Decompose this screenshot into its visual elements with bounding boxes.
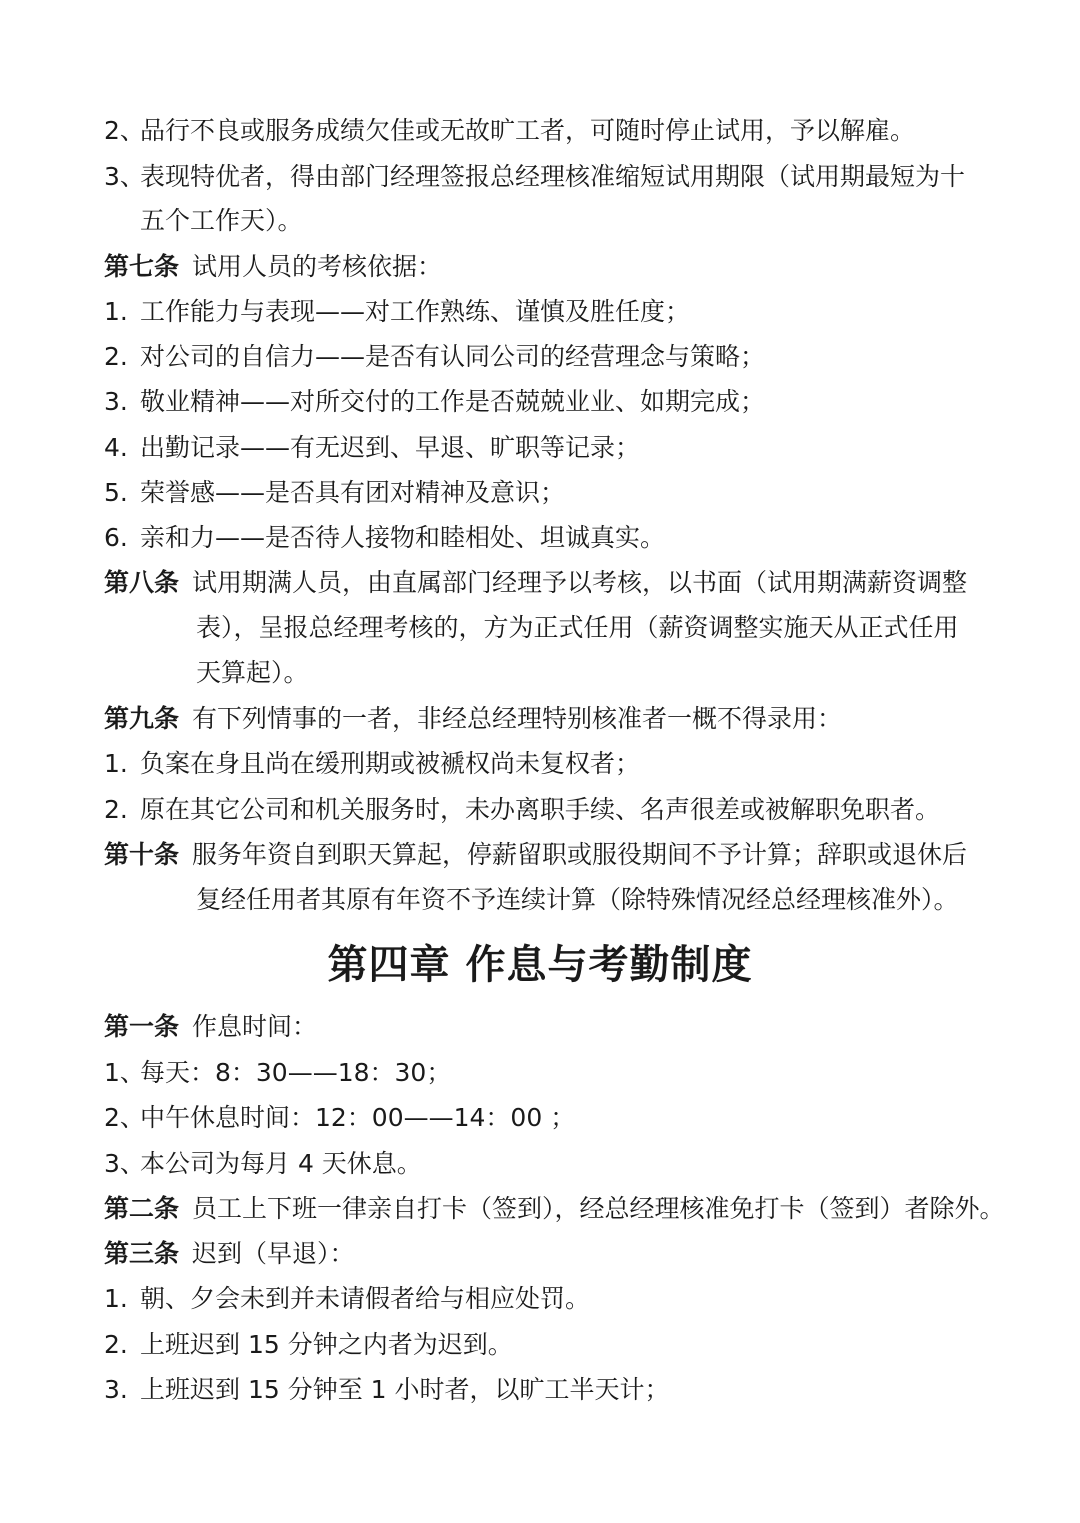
list-number: 1.	[104, 1284, 128, 1313]
article-continuation: 天算起）。	[196, 658, 309, 687]
article-text: 服务年资自到职天算起，停薪留职或服役期间不予计算；辞职或退休后	[192, 840, 968, 869]
list-number: 1、	[104, 1058, 145, 1087]
article-title: 第八条	[104, 568, 180, 597]
list-item	[104, 1103, 980, 1133]
list-number: 5.	[104, 478, 128, 507]
list-number: 6.	[104, 523, 128, 552]
article-text: 员工上下班一律亲自打卡（签到），经总经理核准免打卡（签到）者除外。	[192, 1194, 1005, 1223]
list-text: 亲和力——是否待人接物和睦相处、坦诚真实。	[140, 523, 666, 552]
chapter4-article-3	[104, 1239, 980, 1269]
list-number: 3.	[104, 1375, 128, 1404]
list-number: 3、	[104, 1149, 145, 1178]
list-number: 3.	[104, 387, 128, 416]
list-text: 原在其它公司和机关服务时，未办离职手续、名声很差或被解职免职者。	[140, 795, 941, 824]
article-text: 试用期满人员，由直属部门经理予以考核，以书面（试用期满薪资调整	[192, 568, 968, 597]
article-text: 有下列情事的一者，非经总经理特别核准者一概不得录用：	[192, 704, 843, 733]
article-continuation: 复经任用者其原有年资不予连续计算（除特殊情况经总经理核准外）。	[196, 885, 959, 914]
list-item	[104, 116, 980, 146]
list-item	[104, 749, 980, 779]
article-title: 第一条	[104, 1012, 180, 1041]
list-item	[104, 1375, 980, 1405]
list-item	[104, 1149, 980, 1179]
list-number: 3、	[104, 162, 145, 191]
list-item	[104, 342, 980, 372]
list-number: 1.	[104, 297, 128, 326]
list-text: 敬业精神——对所交付的工作是否兢兢业业、如期完成；	[140, 387, 766, 416]
list-text: 上班迟到 15 分钟之内者为迟到。	[140, 1330, 513, 1359]
chapter-title: 第四章 作息与考勤制度	[327, 942, 753, 988]
article-continuation: 表），呈报总经理考核的，方为正式任用（薪资调整实施天从正式任用	[196, 613, 959, 642]
list-number: 1.	[104, 749, 128, 778]
article-10	[104, 840, 980, 870]
list-text: 出勤记录——有无迟到、早退、旷职等记录；	[140, 433, 641, 462]
article-text: 迟到（早退）：	[192, 1239, 355, 1268]
list-item	[104, 1284, 980, 1314]
list-text: 朝、夕会未到并未请假者给与相应处罚。	[140, 1284, 591, 1313]
list-text: 对公司的自信力——是否有认同公司的经营理念与策略；	[140, 342, 766, 371]
article-9	[104, 704, 980, 734]
list-item	[104, 1330, 980, 1360]
list-item	[104, 523, 980, 553]
list-number: 2、	[104, 1103, 145, 1132]
list-text: 负案在身且尚在缓刑期或被褫权尚未复权者；	[140, 749, 641, 778]
list-item	[104, 297, 980, 327]
list-number: 4.	[104, 433, 128, 462]
article-text: 试用人员的考核依据：	[192, 252, 443, 281]
list-text: 荣誉感——是否具有团对精神及意识；	[140, 478, 566, 507]
article-title: 第三条	[104, 1239, 180, 1268]
list-text: 工作能力与表现——对工作熟练、谨慎及胜任度；	[140, 297, 691, 326]
chapter4-article-1	[104, 1012, 980, 1042]
article-title: 第十条	[104, 840, 180, 869]
list-item-continuation: 五个工作天）。	[140, 206, 303, 235]
list-item	[104, 387, 980, 417]
article-title: 第二条	[104, 1194, 180, 1223]
list-number: 2.	[104, 1330, 128, 1359]
list-text: 中午休息时间：12：00——14：00 ；	[140, 1103, 576, 1132]
list-item	[104, 795, 980, 825]
list-item	[104, 478, 980, 508]
list-number: 2.	[104, 342, 128, 371]
list-number: 2、	[104, 116, 145, 145]
list-item	[104, 433, 980, 463]
list-text: 表现特优者，得由部门经理签报总经理核准缩短试用期限（试用期最短为十	[140, 162, 966, 191]
list-item	[104, 162, 980, 192]
article-7	[104, 252, 980, 282]
article-text: 作息时间：	[192, 1012, 318, 1041]
article-8	[104, 568, 980, 598]
list-text: 品行不良或服务成绩欠佳或无故旷工者，可随时停止试用，予以解雇。	[140, 116, 916, 145]
chapter4-article-2	[104, 1194, 1005, 1224]
article-title: 第七条	[104, 252, 180, 281]
list-item	[104, 1058, 980, 1088]
article-title: 第九条	[104, 704, 180, 733]
list-text: 每天：8：30——18：30；	[140, 1058, 452, 1087]
list-text: 上班迟到 15 分钟至 1 小时者，以旷工半天计；	[140, 1375, 670, 1404]
list-text: 本公司为每月 4 天休息。	[140, 1149, 422, 1178]
list-number: 2.	[104, 795, 128, 824]
